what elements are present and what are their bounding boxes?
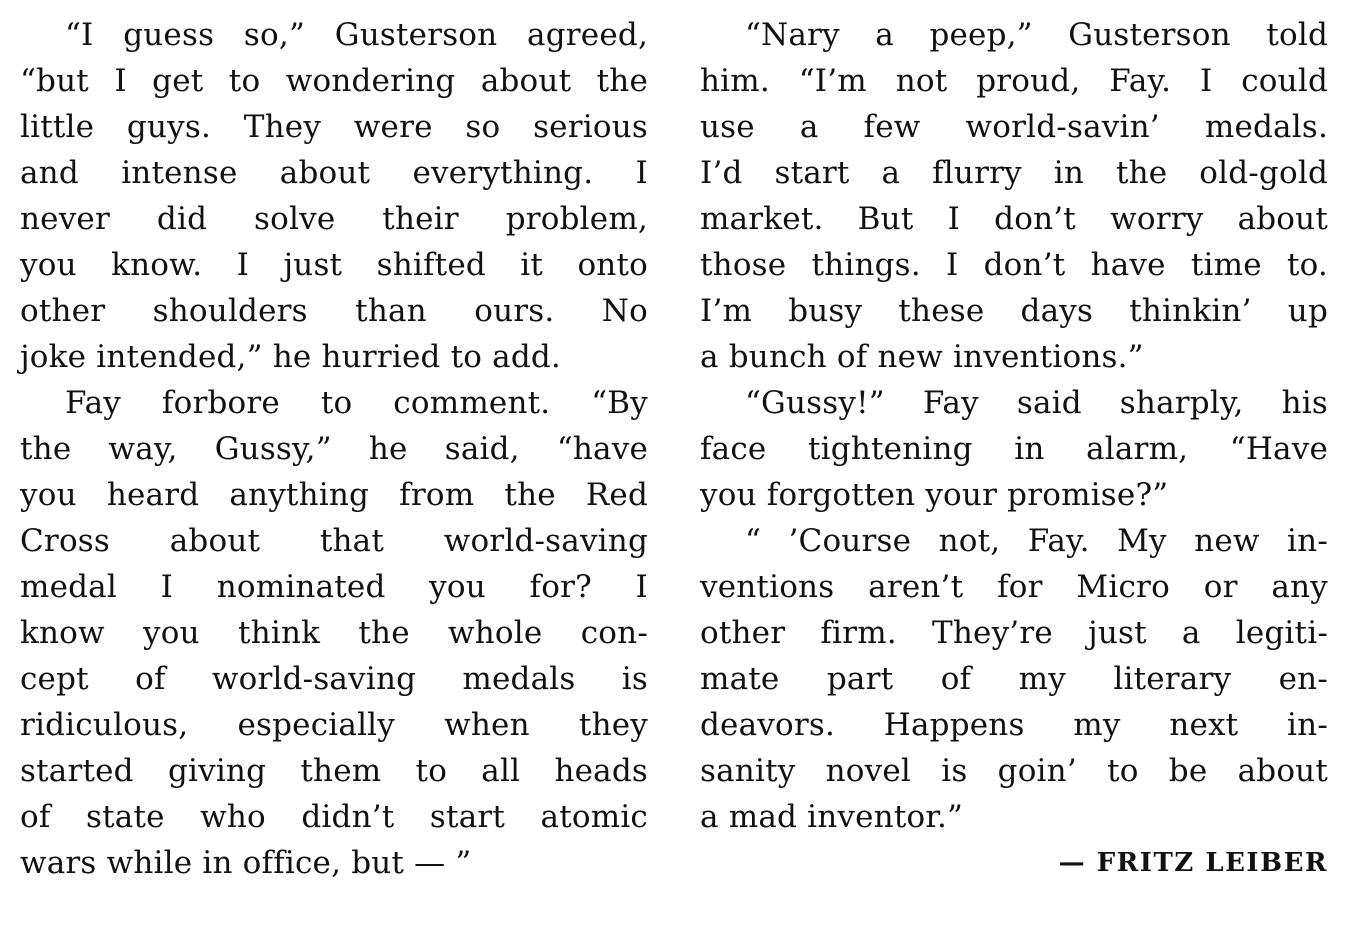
text-line: you heard anything from the Red <box>20 477 648 513</box>
text-line: you know. I just shifted it onto <box>20 247 648 283</box>
text-line: of state who didn’t start atomic <box>20 799 648 835</box>
text-line: mate part of my literary en- <box>700 661 1328 697</box>
text-column-left <box>20 12 648 886</box>
text-line: wars while in office, but — ” <box>20 845 472 881</box>
text-line: “Nary a peep,” Gusterson told <box>745 17 1328 53</box>
text-line: medal I nominated you for? I <box>20 569 648 605</box>
text-line: a mad inventor.” <box>700 799 964 835</box>
text-line: sanity novel is goin’ to be about <box>700 753 1328 789</box>
text-line: ventions aren’t for Micro or any <box>700 569 1328 605</box>
author-signature: — FRITZ LEIBER <box>1058 848 1328 878</box>
text-line: “Gussy!” Fay said sharply, his <box>745 385 1328 421</box>
text-line: the way, Gussy,” he said, “have <box>20 431 648 467</box>
text-line: other firm. They’re just a legiti- <box>700 615 1328 651</box>
text-line: know you think the whole con- <box>20 615 648 651</box>
text-line: little guys. They were so serious <box>20 109 648 145</box>
text-line: those things. I don’t have time to. <box>700 247 1328 283</box>
text-line: other shoulders than ours. No <box>20 293 648 329</box>
text-line: market. But I don’t worry about <box>700 201 1328 237</box>
text-line: deavors. Happens my next in- <box>700 707 1328 743</box>
text-line: “I guess so,” Gusterson agreed, <box>65 17 648 53</box>
text-line: ridiculous, especially when they <box>20 707 648 743</box>
text-line: Fay forbore to comment. “By <box>65 385 648 421</box>
text-line: started giving them to all heads <box>20 753 648 789</box>
text-line: face tightening in alarm, “Have <box>700 431 1328 467</box>
text-line: Cross about that world-saving <box>20 523 648 559</box>
text-line: never did solve their problem, <box>20 201 648 237</box>
text-line: I’d start a flurry in the old-gold <box>700 155 1328 191</box>
text-line: him. “I’m not proud, Fay. I could <box>700 63 1328 99</box>
text-line: I’m busy these days thinkin’ up <box>700 293 1328 329</box>
text-line: use a few world-savin’ medals. <box>700 109 1328 145</box>
text-column-right <box>700 12 1328 886</box>
text-line: you forgotten your promise?” <box>700 477 1169 513</box>
text-line: joke intended,” he hurried to add. <box>20 339 561 375</box>
text-line: “but I get to wondering about the <box>20 63 648 99</box>
text-line: a bunch of new inventions.” <box>700 339 1144 375</box>
text-line: cept of world-saving medals is <box>20 661 648 697</box>
text-line: and intense about everything. I <box>20 155 648 191</box>
text-line: “ ’Course not, Fay. My new in- <box>745 523 1328 559</box>
